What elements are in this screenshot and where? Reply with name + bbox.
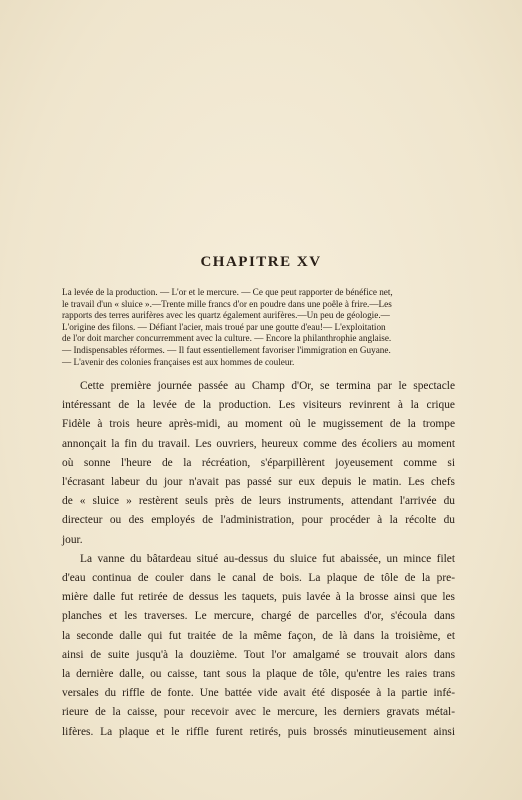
paragraph-2-line: lifères. La plaque et le riffle furent retirés, puis brossés minutieusement ainsi: [62, 725, 455, 738]
summary-line: le travail d'un « sluice ».—Trente mille francs d'or en poudre dans une poêle à frire.—Les: [62, 298, 392, 309]
paragraph-1-line: jour.: [62, 533, 83, 546]
paragraph-2-line: ainsi de suite jusqu'à la douzième. Tout l'or amalgamé se trouvait alors dans: [62, 648, 455, 661]
body-text: [62, 377, 455, 742]
paragraph-2-line: la seconde dalle qui fut traitée de la même façon, de là dans la troisième, et: [62, 629, 455, 642]
paragraph-1-line: intéressant de la levée de la production. Les visiteurs revinrent à la crique: [62, 399, 455, 412]
paragraph-1-line: Cette première journée passée au Champ d'Or, se termina par le spectacle: [80, 380, 455, 392]
paragraph-1-line: où sonne l'heure de la récréation, s'éparpillèrent joyeusement comme si: [62, 456, 455, 469]
paragraph-2-line: La vanne du bâtardeau situé au-dessus du sluice fut abaissée, un mince filet: [80, 552, 455, 565]
chapter-summary: [62, 287, 454, 368]
paragraph-1-line: de « sluice » restèrent seuls près de leurs instruments, attendant l'arrivée du: [62, 495, 455, 508]
paragraph-2-line: planches et les traverses. Le mercure, chargé de parcelles d'or, s'écoula dans: [62, 610, 455, 623]
summary-line: — L'avenir des colonies françaises est aux hommes de couleur.: [62, 356, 295, 367]
summary-line: — Indispensables réformes. — Il faut essentiellement favoriser l'immigration en Guyane.: [62, 344, 391, 355]
chapter-title: CHAPITRE XV: [200, 254, 322, 270]
paragraph-2-line: d'eau continua de couler dans le canal de bois. La plaque de tôle de la pre-: [62, 572, 455, 585]
paragraph-2-line: versales du riffle de fonte. Une battée vide avait été disposée à la partie infé-: [62, 687, 455, 700]
summary-line: rapports des terres aurifères avec les quartz également aurifères.—Un peu de géologie.—: [62, 310, 390, 321]
paragraph-1-line: Fidèle à trois heure après-midi, au moment où le mugissement de la trompe: [62, 418, 455, 431]
summary-line: L'origine des filons. — Défiant l'acier, mais troué par une goutte d'eau!— L'exploitation: [62, 321, 386, 332]
paragraph-2-line: rieure de la caisse, pour recevoir avec le mercure, les derniers gravats métal-: [62, 706, 455, 719]
paragraph-1-line: l'écrasant labeur du jour n'avait pas passé sur eux depuis le matin. Les chefs: [62, 476, 455, 489]
paragraph-1-line: annonçait la fin du travail. Les ouvriers, heureux comme des écoliers au moment: [62, 437, 455, 450]
summary-line: La levée de la production. — L'or et le mercure. — Ce que peut rapporter de bénéfice net,: [62, 287, 393, 297]
summary-line: de l'or doit marcher concurremment avec la culture. — Encore la philanthrophie anglaise.: [62, 333, 392, 344]
paragraph-2-line: mière dalle fut retirée de dessus les taquets, puis lavée à la brosse ainsi que les: [62, 591, 455, 604]
paragraph-1-line: directeur ou des employés de l'administration, pour procéder à la récolte du: [62, 514, 455, 527]
paragraph-2-line: la dernière dalle, ou caisse, tant sous la plaque de tôle, qu'entre les raies trans: [62, 668, 455, 681]
